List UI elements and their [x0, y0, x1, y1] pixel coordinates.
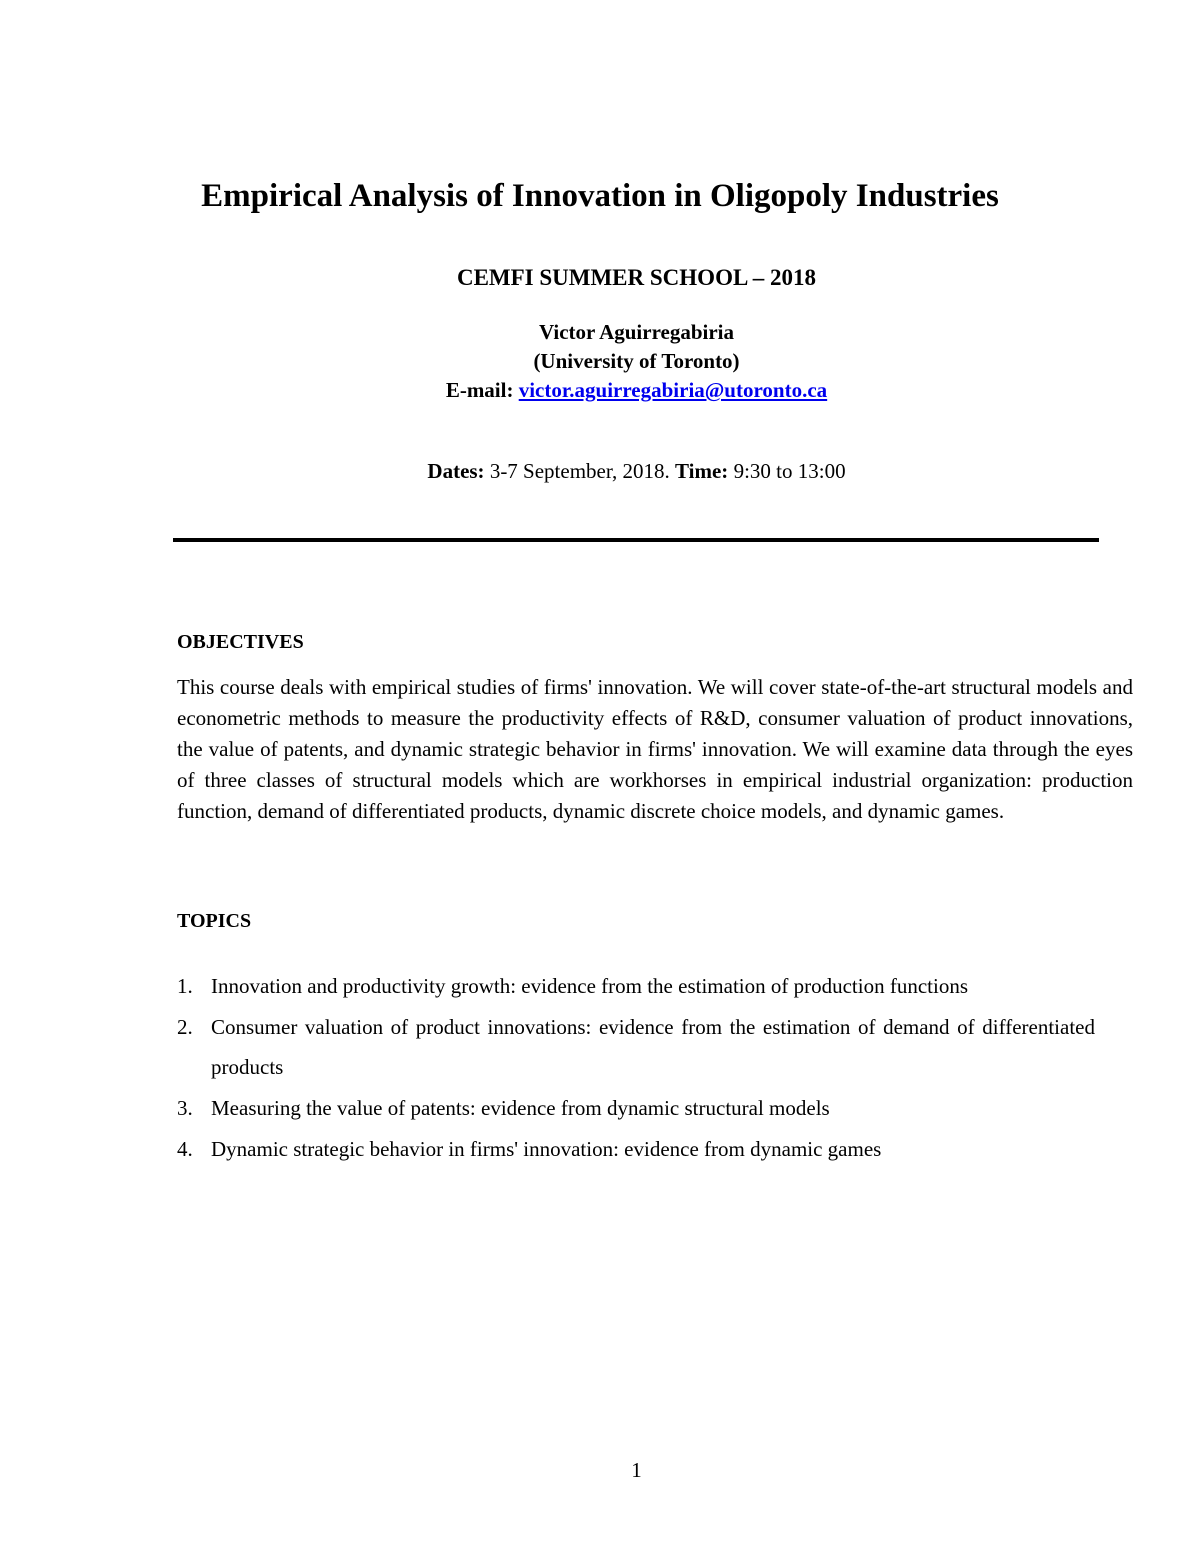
time-value: 9:30 to 13:00	[733, 459, 846, 483]
topic-item	[177, 1129, 1095, 1169]
document-title: Empirical Analysis of Innovation in Oligopoly Industries	[201, 178, 999, 214]
horizontal-divider	[173, 538, 1099, 542]
topic-number: 1.	[177, 974, 193, 998]
author-block	[0, 318, 1200, 405]
author-name: Victor Aguirregabiria	[539, 320, 734, 344]
dates-label: Dates:	[427, 459, 485, 483]
time-label: Time:	[675, 459, 729, 483]
document-subtitle: CEMFI SUMMER SCHOOL – 2018	[456, 265, 817, 290]
topic-item	[177, 1007, 1095, 1087]
topic-item	[177, 1088, 1095, 1128]
objectives-heading: OBJECTIVES	[177, 631, 304, 653]
dates-value: 3-7 September, 2018.	[489, 459, 670, 483]
schedule-line	[0, 456, 1200, 486]
page-number: 1	[631, 1458, 642, 1482]
topic-text: Measuring the value of patents: evidence from dynamic structural models	[211, 1096, 830, 1120]
topic-number: 3.	[177, 1096, 193, 1120]
topics-heading: TOPICS	[177, 910, 252, 932]
topic-text: Dynamic strategic behavior in firms' innovation: evidence from dynamic games	[211, 1137, 882, 1161]
topic-item	[177, 966, 1095, 1006]
topics-list	[177, 966, 1095, 1170]
topic-text: Innovation and productivity growth: evidence from the estimation of production functions	[211, 974, 968, 998]
author-affiliation: (University of Toronto)	[533, 349, 740, 373]
author-email-line	[0, 376, 1200, 405]
topic-number: 4.	[177, 1137, 193, 1161]
objectives-paragraph: This course deals with empirical studies of firms' innovation. We will cover state-of-the-art structural models and econometric methods to measure the productivity effects of R&D, consumer valuation of product innovations, the value of patents, and dynamic strategic behavior in firms' innovation. We will examine data through the eyes of three classes of structural models which are workhorses in empirical industrial organization: production function, demand of differentiated products, dynamic discrete choice models, and dynamic games.	[177, 675, 1133, 823]
topic-number: 2.	[177, 1015, 193, 1039]
topic-text: Consumer valuation of product innovations: evidence from the estimation of demand of differentiated products	[211, 1015, 1095, 1079]
email-link[interactable]: victor.aguirregabiria@utoronto.ca	[518, 378, 828, 402]
email-label: E-mail:	[445, 378, 514, 402]
